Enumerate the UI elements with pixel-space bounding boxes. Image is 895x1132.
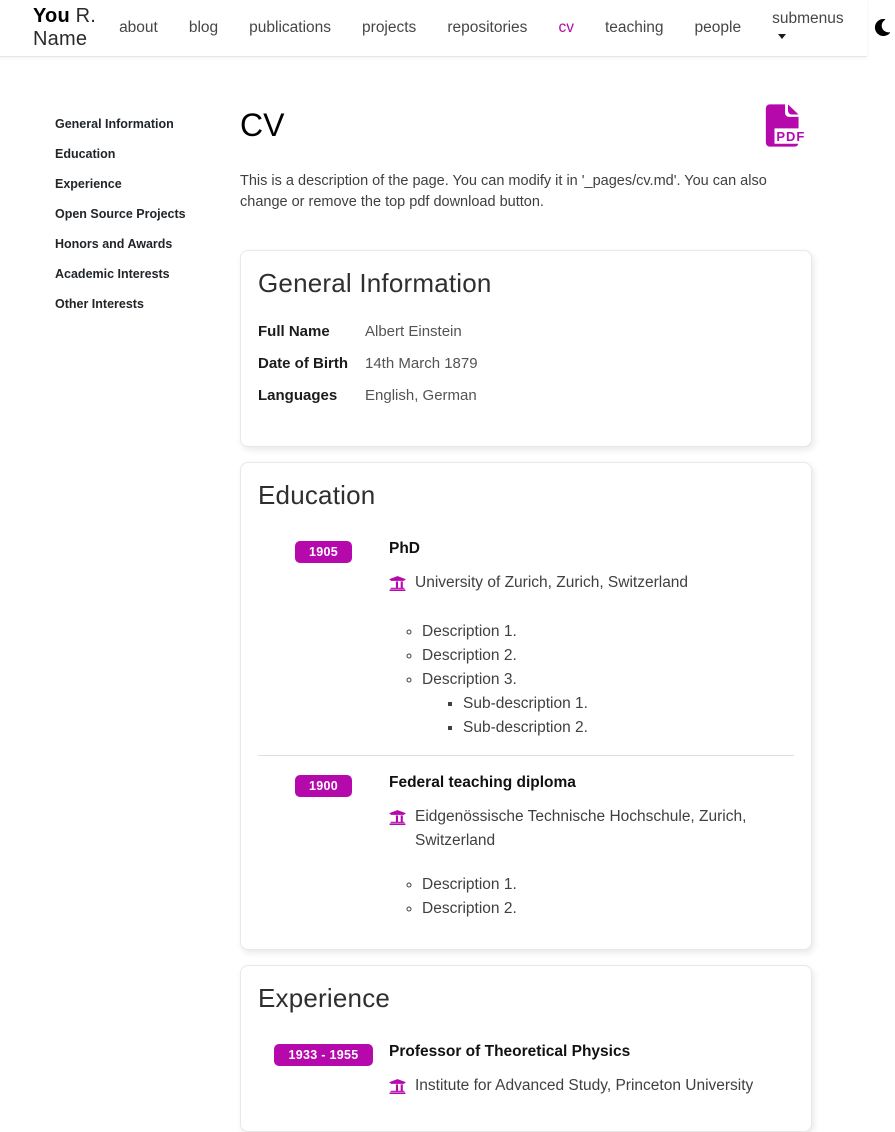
site-brand[interactable] (33, 5, 96, 51)
timeline-entry-phd (258, 539, 794, 740)
moon-icon (874, 19, 891, 36)
timeline-entry-diploma (258, 773, 794, 921)
table-of-contents (55, 107, 205, 1132)
info-value: 14th March 1879 (365, 355, 478, 372)
pdf-icon-label: PDF (776, 128, 806, 144)
timeline-year-column (258, 773, 389, 921)
description-item: ◦ Description 2. (422, 897, 794, 921)
timeline-year-column (258, 1042, 389, 1103)
nav-links (96, 2, 895, 54)
description-item (422, 668, 794, 740)
university-icon (389, 809, 406, 853)
description-list (389, 873, 794, 921)
section-general-information (240, 250, 812, 447)
section-title-general-information: General Information (258, 268, 492, 298)
timeline-entry-professor (258, 1042, 794, 1103)
info-value: English, German (365, 387, 477, 404)
entry-title: Professor of Theoretical Physics (389, 1043, 631, 1060)
nav-item-people[interactable]: people (694, 19, 742, 36)
section-education (240, 462, 812, 950)
general-info-table (258, 322, 794, 405)
toc-item-open-source-projects[interactable]: Open Source Projects (55, 207, 186, 221)
section-experience (240, 965, 812, 1132)
year-badge: 1933 - 1955 (274, 1044, 372, 1066)
entry-title: Federal teaching diploma (389, 774, 576, 791)
entry-title: PhD (389, 540, 420, 557)
page-header (240, 107, 812, 153)
toc-item-experience[interactable]: Experience (55, 177, 122, 191)
institution-row (389, 1074, 794, 1103)
nav-item-repositories[interactable]: repositories (447, 19, 528, 36)
info-row-languages (258, 386, 794, 405)
section-title-education: Education (258, 480, 376, 510)
main-content (240, 107, 812, 1132)
nav-item-about[interactable]: about (119, 19, 158, 36)
page-description: This is a description of the page. You can modify it in '_pages/cv.md'. You can also change or remove the top pdf download button. (240, 173, 767, 210)
page-title: CV (240, 107, 285, 143)
info-label: Full Name (258, 323, 330, 340)
sub-description-item: ▪ Sub-description 1. (463, 692, 794, 716)
entry-divider (258, 755, 794, 756)
description-item: ◦ Description 2. (422, 644, 794, 668)
toc-item-honors-and-awards[interactable]: Honors and Awards (55, 237, 173, 251)
nav-item-cv[interactable]: cv (558, 19, 574, 36)
description-item: ◦ Description 1. (422, 620, 794, 644)
toc-item-general-information[interactable]: General Information (55, 117, 174, 131)
year-badge: 1900 (295, 775, 352, 797)
top-navbar (0, 0, 867, 57)
nav-item-projects[interactable]: projects (362, 19, 417, 36)
info-label: Date of Birth (258, 355, 348, 372)
institution-name: Eidgenössische Technische Hochschule, Zurich, Switzerland (415, 808, 747, 849)
university-icon (389, 1078, 406, 1103)
nav-item-teaching[interactable]: teaching (604, 19, 664, 36)
timeline-entry-body (389, 773, 794, 921)
nav-item-publications[interactable]: publications (249, 19, 332, 36)
timeline-entry-body (389, 1042, 794, 1103)
description-item: ◦ Description 1. (422, 873, 794, 897)
pdf-download-button[interactable] (762, 103, 812, 153)
brand-first-name: You (33, 5, 70, 27)
timeline-entry-body (389, 539, 794, 740)
description-list (389, 620, 794, 740)
nav-item-blog[interactable]: blog (188, 19, 219, 36)
info-value: Albert Einstein (365, 323, 462, 340)
toc-item-other-interests[interactable]: Other Interests (55, 297, 144, 311)
nav-item-submenus-label: submenus (772, 10, 844, 27)
pdf-file-icon (762, 128, 812, 152)
info-row-date-of-birth (258, 354, 794, 373)
nav-item-submenus[interactable] (764, 2, 852, 54)
year-badge: 1905 (295, 541, 352, 563)
toc-item-education[interactable]: Education (55, 147, 116, 161)
university-icon (389, 575, 406, 600)
institution-name: Institute for Advanced Study, Princeton University (415, 1077, 754, 1094)
institution-row (389, 805, 794, 853)
caret-down-icon (778, 34, 786, 39)
dark-mode-toggle[interactable] (870, 15, 895, 40)
info-row-full-name (258, 322, 794, 341)
page-body (0, 57, 867, 1132)
experience-timeline (258, 1042, 794, 1103)
institution-row (389, 571, 794, 600)
description-item-text: Description 3. (422, 671, 517, 688)
toc-item-academic-interests[interactable]: Academic Interests (55, 267, 170, 281)
sub-description-list (422, 692, 794, 740)
brand-last-name: R. Name (33, 5, 97, 50)
info-label: Languages (258, 387, 338, 404)
timeline-year-column (258, 539, 389, 740)
sub-description-item: ▪ Sub-description 2. (463, 716, 794, 740)
education-timeline (258, 539, 794, 921)
section-title-experience: Experience (258, 983, 391, 1013)
institution-name: University of Zurich, Zurich, Switzerland (415, 574, 689, 591)
